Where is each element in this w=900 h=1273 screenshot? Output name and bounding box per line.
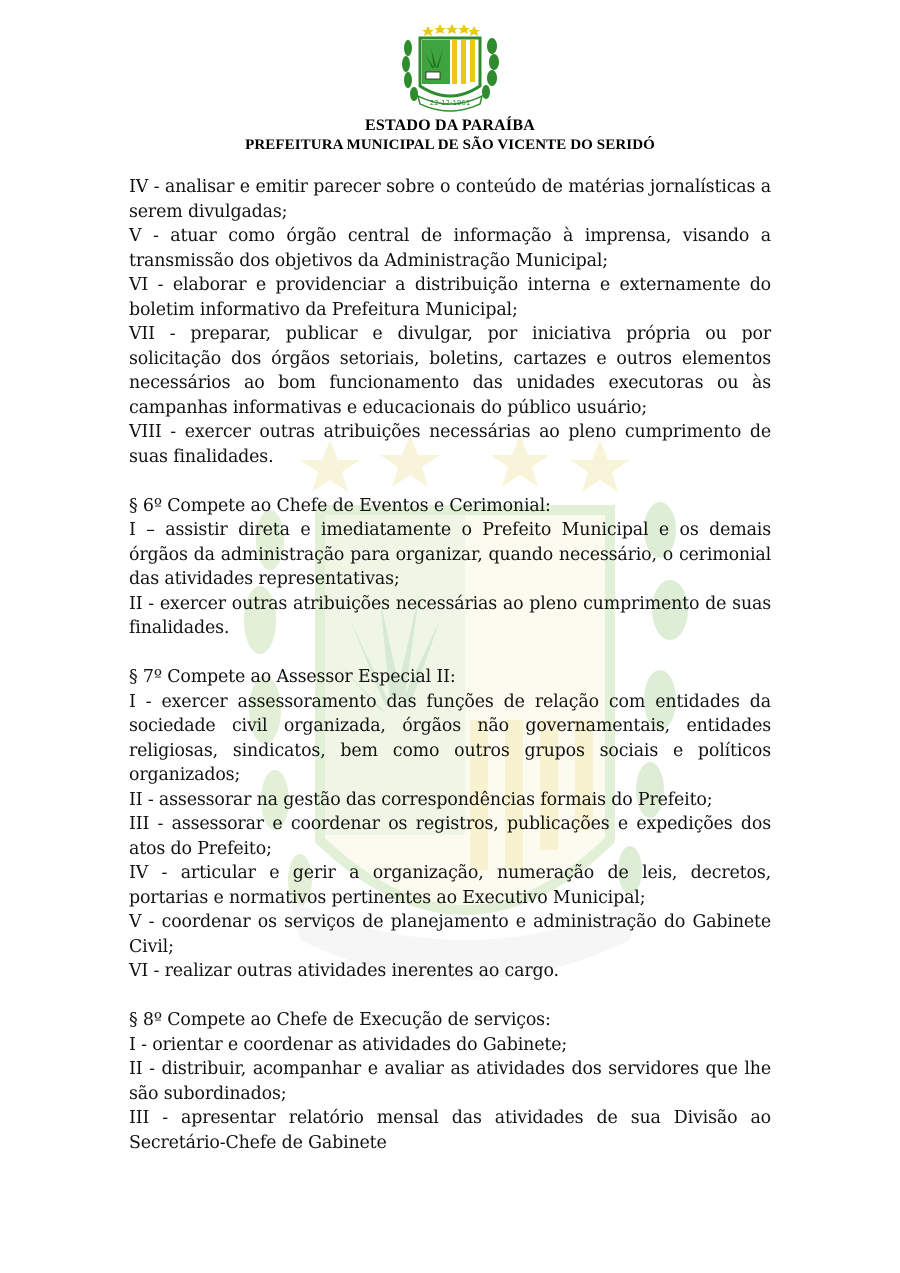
- list-item: VII - preparar, publicar e divulgar, por iniciativa própria ou por solicitação dos órgãos setoriais, boletins, cartazes e outros elementos necessários ao bom funcionamento das unidades executoras ou às campanhas informativas e educacionais do público usuário;: [129, 324, 771, 418]
- crest-stripes: [452, 40, 475, 84]
- section-heading: § 6º Compete ao Chefe de Eventos e Cerimonial:: [129, 495, 551, 516]
- list-item: III - apresentar relatório mensal das atividades de sua Divisão ao Secretário-Chefe de Gabinete: [129, 1108, 771, 1153]
- list-item: II - distribuir, acompanhar e avaliar as atividades dos servidores que lhe são subordinados;: [129, 1059, 771, 1104]
- list-item: VI - realizar outras atividades inerentes ao cargo.: [129, 961, 559, 981]
- list-item: IV - analisar e emitir parecer sobre o conteúdo de matérias jornalísticas a serem divulgadas;: [129, 177, 771, 222]
- list-item: I - orientar e coordenar as atividades do Gabinete;: [129, 1034, 568, 1055]
- list-item: V - atuar como órgão central de informação à imprensa, visando a transmissão dos objetivos da Administração Municipal;: [129, 226, 771, 271]
- section-heading: § 7º Compete ao Assessor Especial II:: [129, 667, 456, 687]
- list-item: VIII - exercer outras atribuições necessárias ao pleno cumprimento de suas finalidades.: [129, 422, 771, 467]
- crest-right-branch: [482, 38, 499, 99]
- list-item: II - assessorar na gestão das correspondências formais do Prefeito;: [129, 789, 713, 810]
- crest-date: 22-12-1961: [429, 99, 471, 107]
- crest-stars: [422, 24, 480, 36]
- spacer: [129, 469, 771, 494]
- municipal-crest: [398, 20, 502, 112]
- crest-cow: [426, 72, 440, 79]
- header-municipality: PREFEITURA MUNICIPAL DE SÃO VICENTE DO SERIDÓ: [245, 137, 655, 153]
- list-item: I – assistir direta e imediatamente o Prefeito Municipal e os demais órgãos da administração para organizar, quando necessário, o cerimonial das atividades representativas;: [129, 520, 771, 589]
- spacer: [129, 984, 771, 1009]
- crest-left-branch: [402, 40, 418, 101]
- header-state: ESTADO DA PARAÍBA: [365, 117, 535, 134]
- document-body: [129, 175, 771, 1155]
- list-item: I - exercer assessoramento das funções de relação com entidades da sociedade civil organizada, órgãos não governamentais, entidades religiosas, sindicatos, bem como outros grupos sociais e políticos organizados;: [129, 691, 771, 785]
- section-heading: § 8º Compete ao Chefe de Execução de serviços:: [129, 1010, 551, 1030]
- list-item: III - assessorar e coordenar os registros, publicações e expedições dos atos do Prefeito;: [129, 814, 771, 859]
- spacer: [129, 641, 771, 666]
- list-item: II - exercer outras atribuições necessárias ao pleno cumprimento de suas finalidades.: [129, 593, 771, 638]
- list-item: IV - articular e gerir a organização, numeração de leis, decretos, portarias e normativos pertinentes ao Executivo Municipal;: [129, 863, 771, 908]
- list-item: VI - elaborar e providenciar a distribuição interna e externamente do boletim informativo da Prefeitura Municipal;: [129, 275, 771, 320]
- list-item: V - coordenar os serviços de planejamento e administração do Gabinete Civil;: [129, 912, 771, 957]
